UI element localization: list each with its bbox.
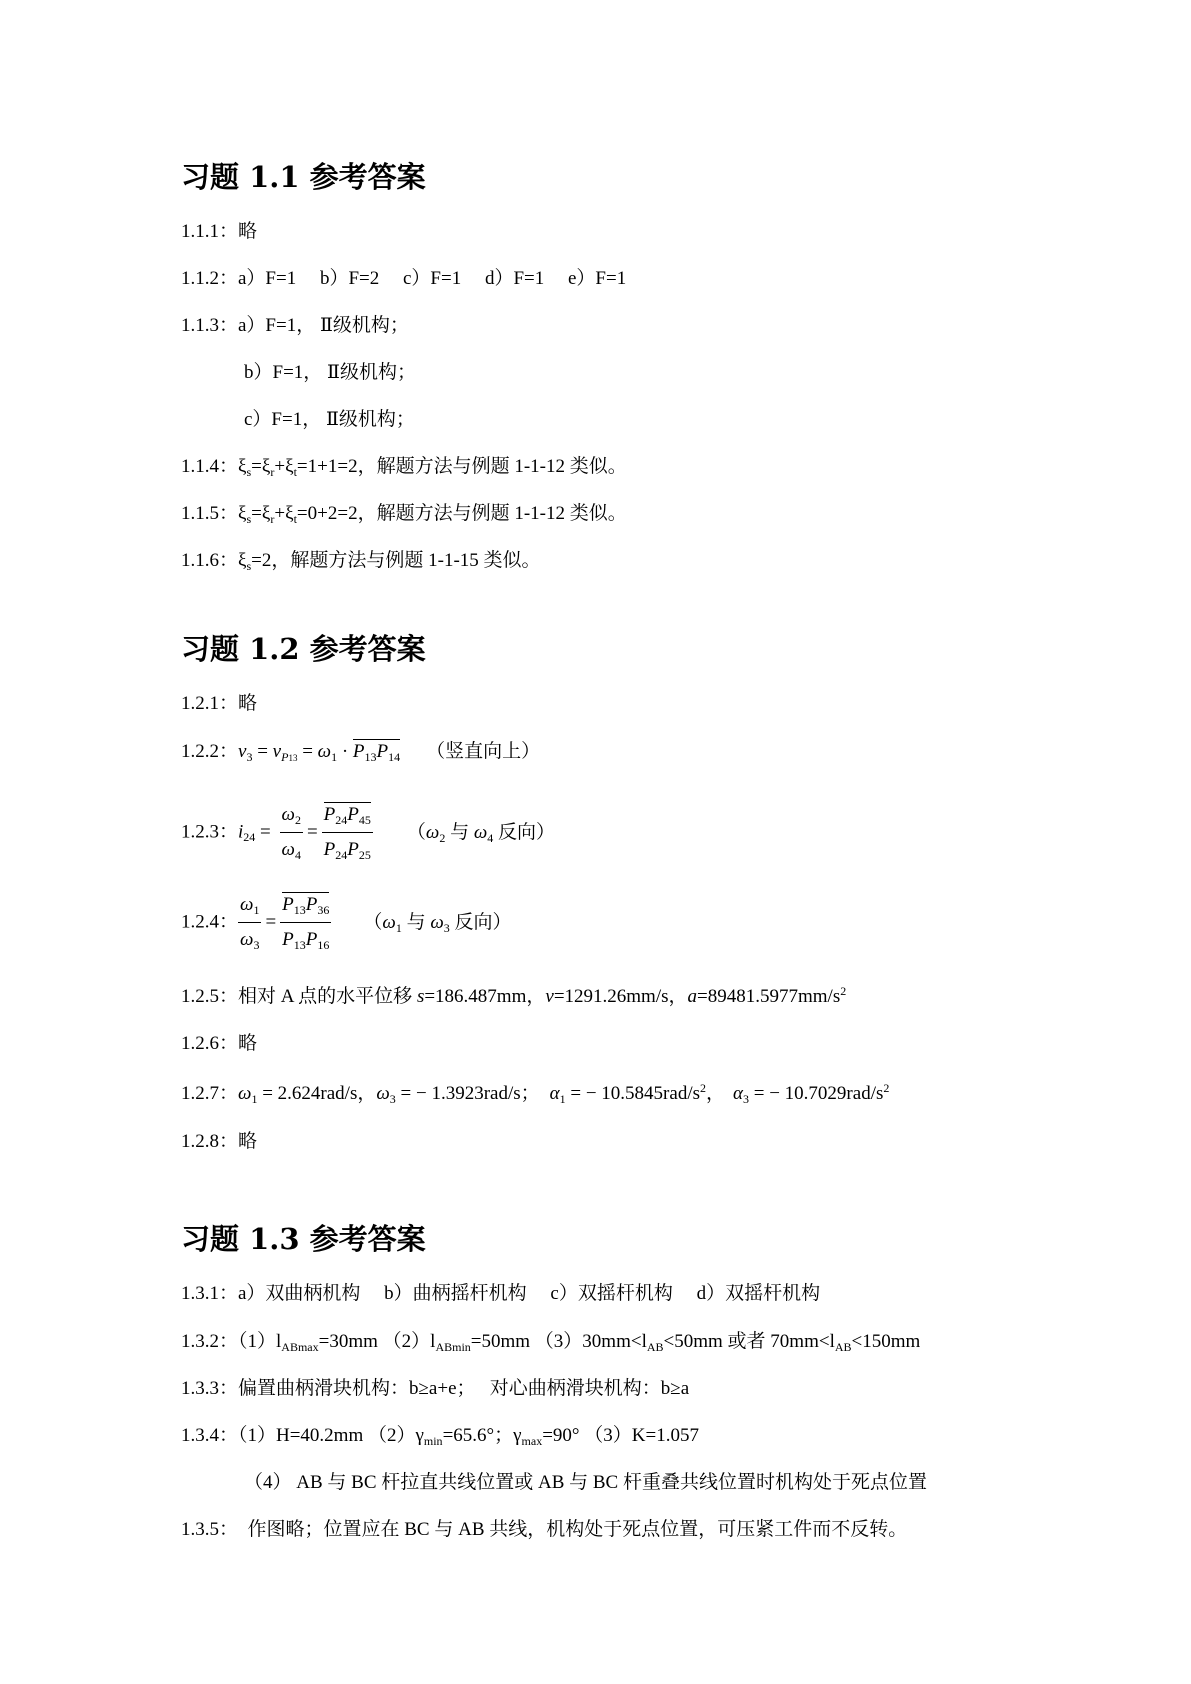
answer-1-3-5: 1.3.5： 作图略；位置应在 BC 与 AB 共线，机构处于死点位置，可压紧工件而不反转。 xyxy=(181,1519,908,1540)
answer-1-1-3-c: c）F=1， Ⅱ级机构； xyxy=(244,409,415,430)
answer-1-1-6: 1.1.6：$\xi_s=2$，解题方法与例题 1-1-15 类似。 xyxy=(181,550,541,573)
answer-1-1-5: 1.1.5：$\xi_s=\xi_r+\xi_t=0+2=2$，解题方法与例题 1-1-12 类似。 xyxy=(181,503,627,526)
answer-1-3-1: 1.3.1：a）双曲柄机构 b）曲柄摇杆机构 c）双摇杆机构 d）双摇杆机构 xyxy=(181,1283,821,1304)
answer-1-3-4-b: （4） AB 与 BC 杆拉直共线位置或 AB 与 BC 杆重叠共线位置时机构处于死点位置 xyxy=(244,1472,927,1493)
answer-1-1-1: 1.1.1：略 xyxy=(181,221,258,242)
answer-1-3-2: 1.3.2：$(1)l_{ABmax}=30mm$ $(2)l_{ABmin}=50mm$ $(3)30mm<l_{AB}<50mm$ 或者 $70mm<l_{AB}<150mm$ xyxy=(181,1331,921,1354)
answer-1-2-3: 1.2.3：$i_{24}$ = $\frac{\omega_2}{\omega_4}$ = $\frac{P_{24}P_{45}}{P_{24}P_{25}}$ （$\omega_2$ 与 $\omega_4$ 反向） xyxy=(181,800,555,865)
section-heading-1-3: 习题 1.3 参考答案 xyxy=(181,1222,426,1256)
answer-1-1-2: 1.1.2：a）F=1 b）F=2 c）F=1 d）F=1 e）F=1 xyxy=(181,268,627,289)
answer-1-2-1: 1.2.1：略 xyxy=(181,693,258,714)
answer-1-3-4: 1.3.4：（1）H=40.2mm $(2)\gamma_{min}=65.6^\circ$；$\gamma_{max}=90^\circ$ （3）K=1.057 xyxy=(181,1425,699,1448)
answer-1-1-3: 1.1.3：a）F=1， Ⅱ级机构； xyxy=(181,315,409,336)
answer-1-3-3: 1.3.3：偏置曲柄滑块机构：b≥a+e； 对心曲柄滑块机构：b≥a xyxy=(181,1378,690,1399)
answer-1-2-6: 1.2.6：略 xyxy=(181,1033,258,1054)
answer-1-1-4: 1.1.4：$\xi_s=\xi_r+\xi_t=1+1=2$，解题方法与例题 1-1-12 类似。 xyxy=(181,456,627,479)
answer-1-1-3-b: b）F=1， Ⅱ级机构； xyxy=(244,362,416,383)
answer-1-2-8: 1.2.8：略 xyxy=(181,1131,258,1152)
answer-1-2-5: 1.2.5：相对 A 点的水平位移 s=186.487mm，v=1291.26mm/s，$a=89481.5977mm/s^2$ xyxy=(181,984,847,1007)
section-heading-1-2: 习题 1.2 参考答案 xyxy=(181,632,426,666)
answer-1-2-4: 1.2.4： $\frac{\omega_1}{\omega_3}$ = $\frac{P_{13}P_{36}}{P_{13}P_{16}}$ （$\omega_1$ 与 $\omega_3$ 反向） xyxy=(181,890,512,955)
answer-1-2-2: 1.2.2：$v_3 = v_{P13} = \omega_1 \cdot P_{13}P_{14}$ （竖直向上） xyxy=(181,741,541,764)
answer-1-2-7: 1.2.7：$\omega_1 = 2.624rad/s$，$\omega_3$ = − 1.3923rad/s； $\alpha_1$ = − $10.5845rad/s^2$， $\alpha_3$ = − $10.7029rad/s^2$ xyxy=(181,1081,890,1106)
section-heading-1-1: 习题 1.1 参考答案 xyxy=(181,160,426,194)
